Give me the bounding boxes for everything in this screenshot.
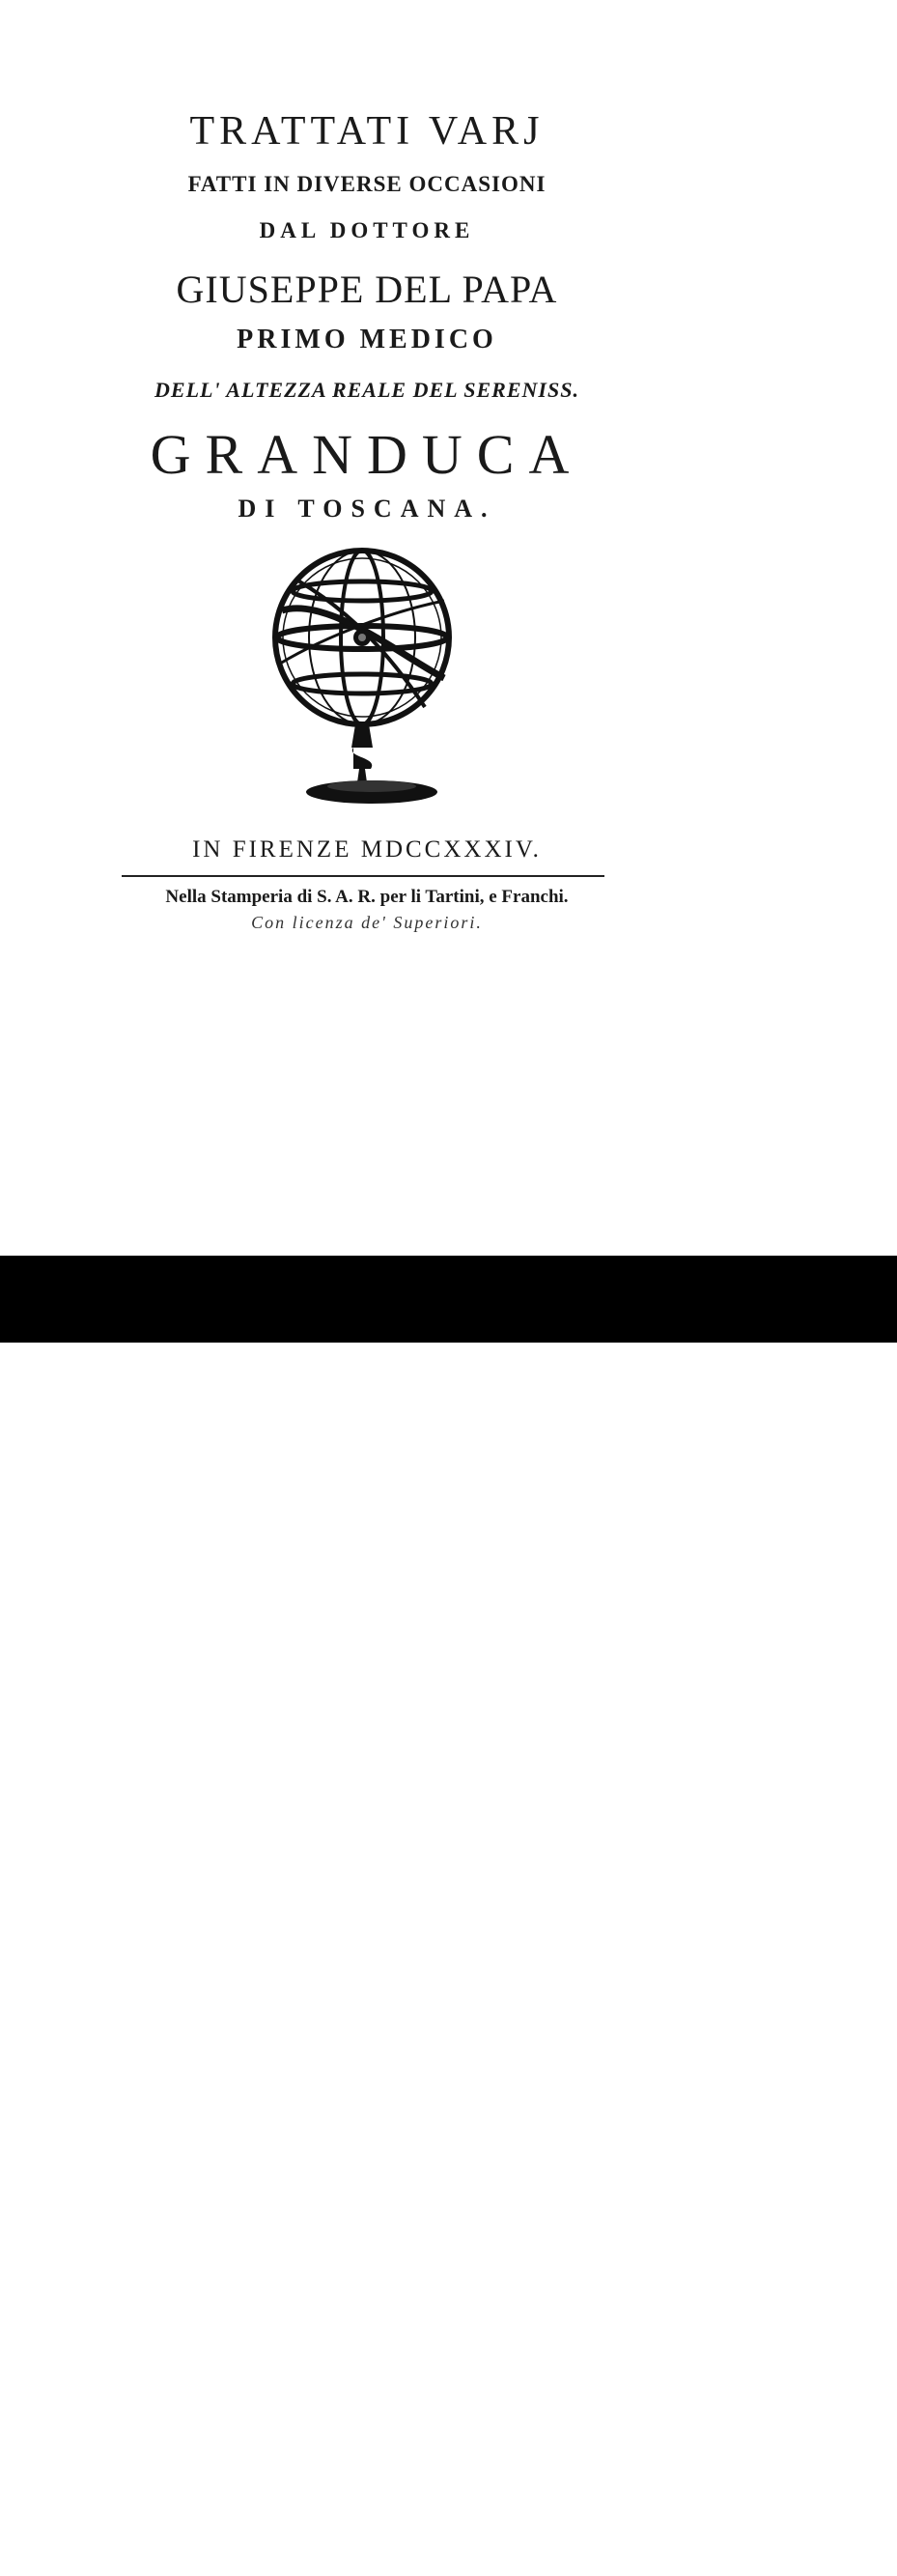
author-affiliation: DELL' ALTEZZA REALE DEL SERENISS. bbox=[154, 378, 579, 402]
divider bbox=[122, 875, 604, 877]
watermark-bar bbox=[0, 1256, 897, 2575]
author-title: PRIMO MEDICO bbox=[237, 325, 497, 354]
author-name: GIUSEPPE DEL PAPA bbox=[176, 268, 558, 311]
subtitle: FATTI IN DIVERSE OCCASIONI bbox=[187, 172, 547, 196]
armillary-sphere-icon bbox=[261, 543, 463, 813]
author-prefix: DAL DOTTORE bbox=[259, 218, 475, 242]
alamy-logo: alamy bbox=[49, 2525, 171, 2575]
title-page bbox=[0, 0, 897, 1256]
license-line: Con licenza de' Superiori. bbox=[251, 913, 483, 932]
imprint-place-date: IN FIRENZE MDCCXXXIV. bbox=[192, 836, 542, 863]
granduca-heading: GRANDUCA bbox=[150, 423, 584, 486]
watermark-url: www.alamy.com bbox=[743, 2558, 855, 2574]
main-title: TRATTATI VARJ bbox=[189, 109, 545, 154]
tuscany-heading: DI TOSCANA. bbox=[238, 495, 496, 523]
image-code: JG1WTD bbox=[772, 2533, 836, 2549]
printer-line: Nella Stamperia di S. A. R. per li Tartini, e Franchi. bbox=[165, 887, 569, 907]
